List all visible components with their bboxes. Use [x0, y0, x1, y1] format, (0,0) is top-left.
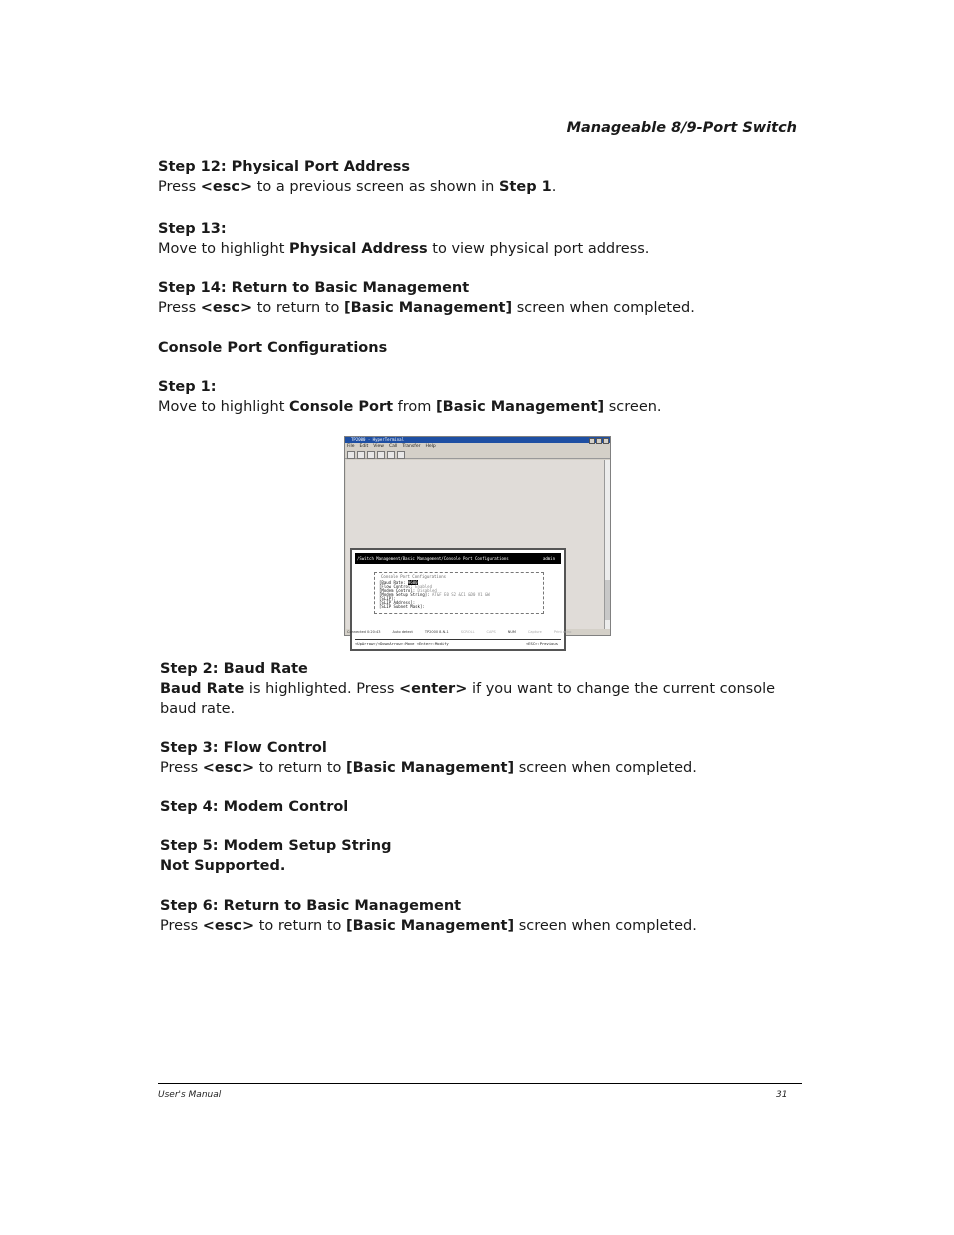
console-step1-heading: Step 1:: [158, 379, 217, 395]
menu-edit: Edit: [359, 444, 369, 449]
step13-heading: Step 13:: [158, 221, 227, 237]
step13-text: Move to highlight Physical Address to view physical port address.: [158, 241, 650, 257]
menu-bar: [345, 443, 610, 450]
menu-view: View: [373, 444, 384, 449]
hyperterminal-screenshot: [344, 436, 611, 646]
console-step4-heading: Step 4: Modem Control: [160, 799, 349, 815]
step13-section: [158, 219, 798, 259]
status-capture: Capture: [527, 630, 542, 634]
console-step3-heading: Step 3: Flow Control: [160, 740, 327, 756]
config-item-slip-address: [SLIP Address]:: [379, 600, 416, 605]
footer-manual-label: User's Manual: [158, 1090, 222, 1100]
menu-call: Call: [388, 444, 398, 449]
console-step3-section: [160, 738, 800, 778]
terminal-path: /Switch Management/Basic Management/Console Port Configurations: [357, 556, 509, 561]
status-settings: TP2000 8-N-1: [424, 630, 449, 634]
send-icon: [387, 451, 395, 459]
status-scroll: SCROLL: [460, 630, 475, 634]
console-step3-text: Press <esc> to return to [Basic Management] screen when completed.: [160, 760, 697, 776]
console-step6-heading: Step 6: Return to Basic Management: [160, 898, 462, 914]
config-item-slip: [SLIP]:: [379, 596, 396, 601]
config-item-flow-control: [Flow Control: Enabled: [379, 584, 432, 589]
toolbar: [345, 450, 610, 459]
status-bar: [345, 629, 610, 635]
console-step5-note: Not Supported.: [160, 858, 286, 874]
running-header: Manageable 8/9-Port Switch: [566, 120, 797, 136]
step12-section: [158, 157, 798, 197]
menu-transfer: Transfer: [402, 444, 421, 449]
console-step1-text: Move to highlight Console Port from [Basic Management] screen.: [158, 399, 662, 415]
status-print-echo: Print echo: [553, 630, 572, 634]
step14-heading: Step 14: Return to Basic Management: [158, 280, 470, 296]
terminal-user: admin: [542, 556, 555, 561]
window-title: TP2000 - HyperTerminal: [351, 437, 404, 442]
properties-icon: [397, 451, 405, 459]
step12-heading: Step 12: Physical Port Address: [158, 159, 411, 175]
console-step2-section: [160, 659, 785, 719]
console-step5-heading: Step 5: Modem Setup String: [160, 838, 392, 854]
step14-text: Press <esc> to return to [Basic Management] screen when completed.: [158, 300, 695, 316]
menu-help: Help: [425, 444, 436, 449]
config-panel-title: Console Port Configurations: [381, 574, 447, 579]
section-heading: Console Port Configurations: [158, 340, 388, 356]
step12-text: Press <esc> to a previous screen as shown in Step 1.: [158, 179, 557, 195]
config-panel: [374, 572, 544, 614]
terminal-window: [350, 548, 566, 651]
status-num: NUM: [507, 630, 516, 634]
terminal-path-bar: [355, 553, 561, 564]
open-icon: [357, 451, 365, 459]
step14-section: [158, 278, 798, 318]
console-step1-section: [158, 377, 798, 417]
status-autodetect: Auto detect: [392, 630, 413, 634]
config-item-slip-mask: [SLIP Subnet Mask]:: [379, 604, 425, 609]
console-step6-section: [160, 896, 800, 936]
config-item-modem-setup: [Modem Setup String]: AT&F E0 S2 &C1 &D0 V1 &W: [379, 592, 490, 597]
status-caps: CAPS: [486, 630, 496, 634]
console-step6-text: Press <esc> to return to [Basic Management] screen when completed.: [160, 918, 697, 934]
config-item-baud-rate: [Baud Rate: 9600: [379, 580, 418, 585]
terminal-footer-keys: <UpArrow>/<DownArrow>:Move <Enter>:Modify: [355, 641, 449, 646]
new-icon: [347, 451, 355, 459]
config-item-modem-control: [Modem Control: Disabled: [379, 588, 437, 593]
scrollbar-thumb: [605, 580, 610, 620]
config-items: [379, 581, 490, 609]
console-step2-heading: Step 2: Baud Rate: [160, 661, 308, 677]
terminal-footer-esc: <ESC>:Previous: [525, 641, 558, 646]
connect-icon: [367, 451, 375, 459]
menu-file: File: [347, 444, 355, 449]
terminal-footer: [355, 639, 561, 648]
footer-rule: [158, 1083, 802, 1084]
status-connected: Connected 0:20:43: [347, 630, 381, 634]
console-step5-section: [160, 836, 800, 876]
vertical-scrollbar: [604, 460, 610, 629]
disconnect-icon: [377, 451, 385, 459]
page-number: 31: [776, 1090, 788, 1100]
console-step2-text: Baud Rate is highlighted. Press <enter> if you want to change the current console baud rate.: [160, 681, 776, 717]
